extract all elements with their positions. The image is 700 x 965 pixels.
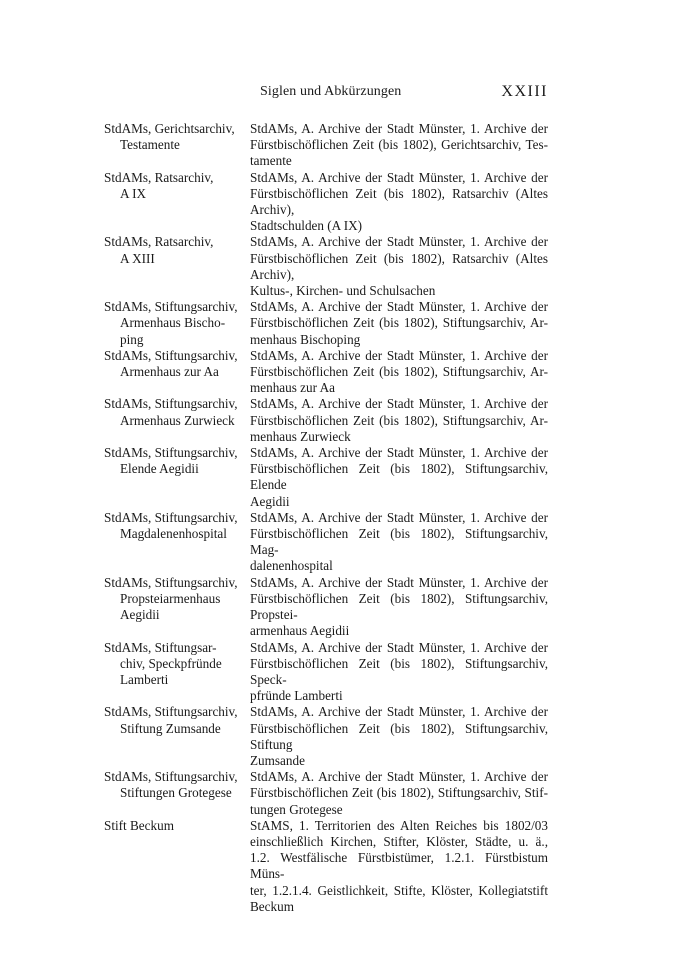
abbreviation-entry — [104, 640, 548, 705]
abbreviation-entry — [104, 170, 548, 235]
description-line: einschließlich Kirchen, Stifter, Klöster, Städte, u. ä., — [250, 833, 548, 849]
description-line: Stadtschulden (A IX) — [250, 218, 363, 234]
description-line: Beckum — [250, 898, 294, 914]
description-line: ter, 1.2.1.4. Geistlichkeit, Stifte, Klöster, Kollegiatstift — [250, 882, 548, 898]
siglum-line: StdAMs, Stiftungsarchiv, — [104, 574, 238, 590]
siglum-line: A XIII — [120, 250, 155, 266]
description-line: tungen Grotegese — [250, 801, 343, 817]
siglum — [104, 121, 250, 170]
abbreviation-entry — [104, 234, 548, 299]
description-line: Fürstbischöflichen Zeit (bis 1802), Ratsarchiv (Altes Archiv), — [250, 250, 548, 282]
abbreviation-entry — [104, 299, 548, 348]
siglum-line: Stiftung Zumsande — [120, 720, 221, 736]
description-line: Fürstbischöflichen Zeit (bis 1802), Stiftungsarchiv, Ar- — [250, 364, 548, 380]
description-line: dalenenhospital — [250, 558, 333, 574]
siglum-line: Elende Aegidii — [120, 461, 199, 477]
siglum-description — [250, 445, 548, 510]
siglum-line: StdAMs, Stiftungsarchiv, — [104, 445, 238, 461]
description-line: StdAMs, A. Archive der Stadt Münster, 1. Archive der — [250, 639, 548, 655]
abbreviation-entry — [104, 575, 548, 640]
siglum-description — [250, 575, 548, 640]
description-line: StdAMs, A. Archive der Stadt Münster, 1. Archive der — [250, 704, 548, 720]
siglum-line: chiv, Speckpfründe — [120, 655, 222, 671]
description-line: tamente — [250, 153, 292, 169]
description-line: Fürstbischöflichen Zeit (bis 1802), Stiftungsarchiv, Speck- — [250, 655, 548, 687]
siglum-line: Armenhaus Bischo- — [120, 315, 226, 331]
siglum-description — [250, 818, 548, 915]
description-line: StdAMs, A. Archive der Stadt Münster, 1. Archive der — [250, 347, 548, 363]
description-line: 1.2. Westfälische Fürstbistümer, 1.2.1. Fürstbistum Müns- — [250, 850, 548, 882]
description-line: StdAMs, A. Archive der Stadt Münster, 1. Archive der — [250, 169, 548, 185]
siglum — [104, 575, 250, 640]
description-line: Fürstbischöflichen Zeit (bis 1802), Stiftungsarchiv, Elende — [250, 461, 548, 493]
description-line: StdAMs, A. Archive der Stadt Münster, 1. Archive der — [250, 769, 548, 785]
description-line: Fürstbischöflichen Zeit (bis 1802), Stiftungsarchiv, Stiftung — [250, 720, 548, 752]
siglum-line: A IX — [120, 185, 147, 201]
abbreviation-entry — [104, 818, 548, 915]
siglum-line: Stiftungen Grotegese — [120, 785, 232, 801]
description-line: Zumsande — [250, 752, 305, 768]
siglum-line: Propsteiarmenhaus — [120, 590, 221, 606]
siglum — [104, 640, 250, 705]
description-line: StdAMs, A. Archive der Stadt Münster, 1. Archive der — [250, 574, 548, 590]
description-line: StdAMs, A. Archive der Stadt Münster, 1. Archive der — [250, 509, 548, 525]
siglum — [104, 170, 250, 235]
description-line: menhaus Bischoping — [250, 331, 361, 347]
running-title: Siglen und Abkürzungen — [260, 84, 402, 99]
siglum-line: StdAMs, Stiftungsarchiv, — [104, 769, 238, 785]
description-line: Fürstbischöflichen Zeit (bis 1802), Stiftungsarchiv, Ar- — [250, 412, 548, 428]
siglum-line: StdAMs, Stiftungsar- — [104, 639, 217, 655]
siglum-description — [250, 510, 548, 575]
siglum-line: Stift Beckum — [104, 817, 174, 833]
siglum-line: StdAMs, Stiftungsarchiv, — [104, 299, 238, 315]
siglum-line: StdAMs, Ratsarchiv, — [104, 169, 214, 185]
siglum — [104, 704, 250, 769]
description-line: Fürstbischöflichen Zeit (bis 1802), Stiftungsarchiv, Stif- — [250, 785, 548, 801]
description-line: Fürstbischöflichen Zeit (bis 1802), Stiftungsarchiv, Propstei- — [250, 590, 548, 623]
siglum — [104, 299, 250, 348]
siglum — [104, 396, 250, 445]
siglum-description — [250, 704, 548, 769]
description-line: armenhaus Aegidii — [250, 623, 350, 639]
siglum-line: Magdalenenhospital — [120, 526, 227, 542]
page-number: XXIII — [501, 83, 548, 100]
abbreviation-entry — [104, 704, 548, 769]
abbreviation-entry — [104, 445, 548, 510]
abbreviation-entry — [104, 348, 548, 397]
siglum-description — [250, 170, 548, 235]
siglum — [104, 234, 250, 299]
description-line: Kultus-, Kirchen- und Schulsachen — [250, 283, 436, 299]
siglum — [104, 818, 250, 915]
description-line: Fürstbischöflichen Zeit (bis 1802), Stiftungsarchiv, Ar- — [250, 315, 548, 331]
siglum-line: StdAMs, Ratsarchiv, — [104, 234, 214, 250]
abbreviation-list — [104, 121, 548, 915]
description-line: Fürstbischöflichen Zeit (bis 1802), Stiftungsarchiv, Mag- — [250, 526, 548, 558]
siglum-line: StdAMs, Stiftungsarchiv, — [104, 347, 238, 363]
siglum-description — [250, 396, 548, 445]
description-line: StdAMs, A. Archive der Stadt Münster, 1. Archive der — [250, 445, 548, 461]
description-line: pfründe Lamberti — [250, 688, 343, 704]
description-line: StdAMs, A. Archive der Stadt Münster, 1. Archive der — [250, 299, 548, 315]
siglum-line: Armenhaus Zurwieck — [120, 412, 235, 428]
description-line: StdAMs, A. Archive der Stadt Münster, 1. Archive der — [250, 234, 548, 250]
siglum-line: StdAMs, Stiftungsarchiv, — [104, 704, 238, 720]
description-line: Fürstbischöflichen Zeit (bis 1802), Ratsarchiv (Altes Archiv), — [250, 185, 548, 218]
siglum-description — [250, 121, 548, 170]
siglum — [104, 769, 250, 818]
abbreviation-entry — [104, 396, 548, 445]
siglum-line: Aegidii — [120, 607, 160, 623]
siglum-line: ping — [120, 331, 144, 347]
abbreviation-entry — [104, 769, 548, 818]
siglum-line: Lamberti — [120, 671, 169, 687]
siglum-description — [250, 769, 548, 818]
siglum-description — [250, 299, 548, 348]
siglum — [104, 445, 250, 510]
description-line: menhaus Zurwieck — [250, 428, 351, 444]
description-line: StAMS, 1. Territorien des Alten Reiches bis 1802/03 — [250, 817, 548, 833]
description-line: Aegidii — [250, 493, 290, 509]
siglum — [104, 348, 250, 397]
siglum-description — [250, 348, 548, 397]
abbreviation-entry — [104, 121, 548, 170]
siglum-line: Armenhaus zur Aa — [120, 364, 219, 380]
siglum-line: StdAMs, Stiftungsarchiv, — [104, 396, 238, 412]
siglum-line: StdAMs, Stiftungsarchiv, — [104, 509, 238, 525]
description-line: StdAMs, A. Archive der Stadt Münster, 1. Archive der — [250, 396, 548, 412]
description-line: menhaus zur Aa — [250, 380, 335, 396]
siglum-description — [250, 234, 548, 299]
siglum-line: Testamente — [120, 137, 180, 153]
siglum-description — [250, 640, 548, 705]
siglum-line: StdAMs, Gerichtsarchiv, — [104, 121, 235, 136]
description-line: StdAMs, A. Archive der Stadt Münster, 1. Archive der — [250, 121, 548, 136]
siglum — [104, 510, 250, 575]
description-line: Fürstbischöflichen Zeit (bis 1802), Gerichtsarchiv, Tes- — [250, 137, 548, 153]
abbreviation-entry — [104, 510, 548, 575]
page-header — [100, 84, 548, 106]
